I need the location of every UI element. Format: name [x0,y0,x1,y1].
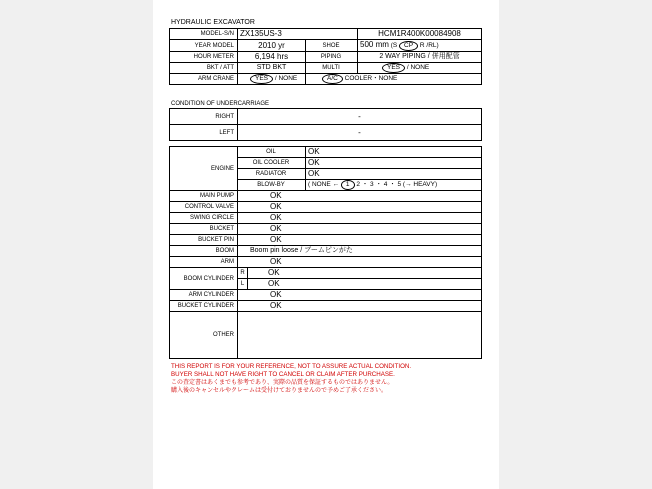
year-value: 2010 yr [238,40,306,52]
boom-cyl-r-label: R [238,268,248,279]
shoe-width: 500 mm [360,40,389,49]
undercarriage-title: CONDITION OF UNDERCARRIAGE [171,101,270,107]
shoe-label: SHOE [306,40,358,52]
bucket-cyl-value: OK [238,301,482,312]
bucket-pin-value: OK [238,235,482,246]
report-title: HYDRAULIC EXCAVATOR [171,19,255,26]
bucket-label: BUCKET [170,224,238,235]
arm-cyl-label: ARM CYLINDER [170,290,238,301]
undercarriage-table [169,108,482,141]
hour-label: HOUR METER [170,52,238,63]
control-valve-value: OK [238,202,482,213]
report-page [153,0,499,489]
arm-crane-label: ARM CRANE [170,74,238,85]
model-value: ZX135US-3 [238,29,358,40]
piping-value: 2 WAY PIPING / 併用配管 [358,52,482,63]
disclaimer-line-2: BUYER SHALL NOT HAVE RIGHT TO CANCEL OR CLAIM AFTER PURCHASE. [171,371,395,378]
piping-label: PIPING [306,52,358,63]
right-value: - [238,109,482,125]
bucket-cyl-label: BUCKET CYLINDER [170,301,238,312]
model-label: MODEL-S/N [170,29,238,40]
disclaimer-line-4: 購入後のキャンセルやクレームは受付けておりませんので予めご了承ください。 [171,388,388,394]
year-label: YEAR MODEL [170,40,238,52]
swing-circle-value: OK [238,213,482,224]
boom-cyl-label: BOOM CYLINDER [170,268,238,290]
radiator-label: RADIATOR [238,169,306,180]
bkt-value: STD BKT [238,63,306,74]
boom-value: Boom pin loose / ブームピンがた [238,246,482,257]
header-table [169,28,482,85]
right-label: RIGHT [170,109,238,125]
blowby-end: 2 ・ 3 ・ 4 ・ 5 (→ HEAVY) [356,181,438,188]
other-value [238,312,482,359]
main-pump-value: OK [238,191,482,202]
condition-table [169,146,482,359]
serial-value: HCM1R400K00084908 [358,29,482,40]
other-label: OTHER [170,312,238,359]
arm-crane-none: NONE [278,75,298,82]
disclaimer-line-1: THIS REPORT IS FOR YOUR REFERENCE, NOT TO ASSURE ACTUAL CONDITION. [171,363,412,370]
left-value: - [238,125,482,141]
ac-selected: A/C [322,74,343,84]
boom-cyl-l-label: L [238,279,248,290]
boom-label: BOOM [170,246,238,257]
engine-label: ENGINE [170,147,238,191]
hour-value: 6,194 hrs [238,52,306,63]
multi-label: MULTI [306,63,358,74]
bkt-label: BKT / ATT [170,63,238,74]
arm-label: ARM [170,257,238,268]
shoe-rest: R /RL) [419,42,439,49]
arm-crane-selected: YES [250,74,273,84]
boom-cyl-l-value: OK [248,279,482,290]
left-label: LEFT [170,125,238,141]
oil-label: OIL [238,147,306,158]
main-pump-label: MAIN PUMP [170,191,238,202]
bucket-pin-label: BUCKET PIN [170,235,238,246]
disclaimer [171,363,411,395]
disclaimer-line-3: この査定書はあくまでも参考であり、実際の品質を保証するものではありません。 [171,380,394,386]
shoe-open: (S [390,42,398,49]
ac-rest: COOLER・NONE [344,75,398,82]
arm-value: OK [238,257,482,268]
shoe-selected: CP [399,41,418,51]
radiator-value: OK [306,169,482,180]
blowby-start: ( NONE ← [308,181,340,188]
shoe-value [358,40,482,52]
oil-cooler-label: OIL COOLER [238,158,306,169]
multi-selected: YES [382,63,405,73]
multi-none: NONE [410,64,430,71]
multi-value: YES / NONE [358,63,482,74]
blowby-selected: 1 [341,180,355,190]
oil-value: OK [306,147,482,158]
boom-cyl-r-value: OK [248,268,482,279]
control-valve-label: CONTROL VALVE [170,202,238,213]
blowby-label: BLOW-BY [238,180,306,191]
blowby-value [306,180,482,191]
arm-crane-value: YES / NONE [238,74,306,85]
bucket-value: OK [238,224,482,235]
oil-cooler-value: OK [306,158,482,169]
arm-cyl-value: OK [238,290,482,301]
ac-value [306,74,482,85]
swing-circle-label: SWING CIRCLE [170,213,238,224]
